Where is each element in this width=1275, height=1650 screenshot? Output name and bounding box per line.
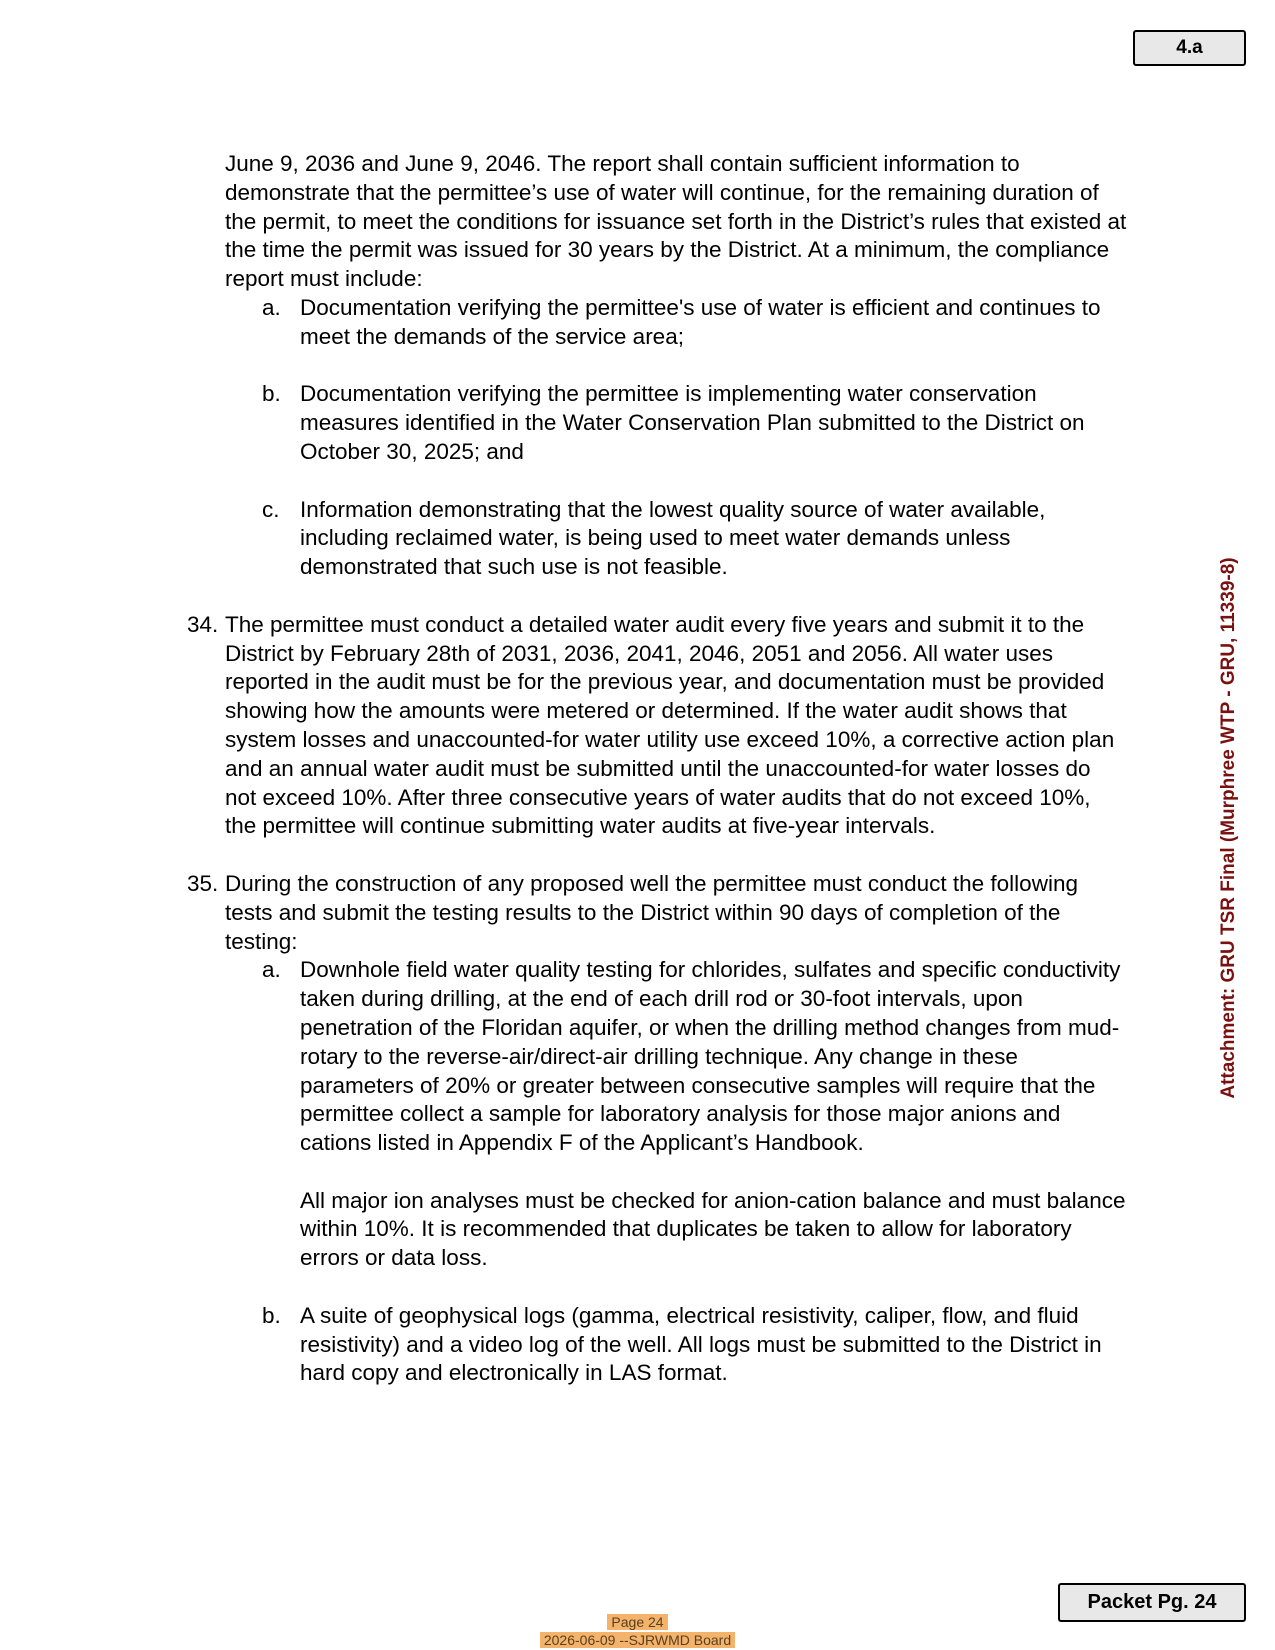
footer-board-date	[0, 1632, 1275, 1649]
list-item-text: A suite of geophysical logs (gamma, electrical resistivity, caliper, flow, and fluid resistivity) and a video log of the well. All logs must be submitted to the District in hard copy and electronically in LAS format.	[300, 1302, 1102, 1386]
list-marker: b.	[262, 381, 281, 407]
list-item-text: Downhole field water quality testing for chlorides, sulfates and specific conductivity taken during drilling, at the end of each drill rod or 30-foot intervals, upon penetration of the Floridan aquifer, or when the drilling method changes from mud-rotary to the reverse-air/direct-air drilling technique. Any change in these parameters of 20% or greater between consecutive samples will require that the permittee collect a sample for laboratory analysis for those major anions and cations listed in Appendix F of the Applicant’s Handbook.	[300, 957, 1121, 1156]
attachment-side-label: Attachment: GRU TSR Final (Murphree WTP - GRU, 11339-8)	[1218, 557, 1239, 1099]
footer-page-number	[0, 1614, 1275, 1631]
intro-paragraph: June 9, 2036 and June 9, 2046. The report shall contain sufficient information to demonstrate that the permittee’s use of water will continue, for the remaining duration of the permit, to meet the conditions for issuance set forth in the District’s rules that existed at the time the permit was issued for 30 years by the District. At a minimum, the compliance report must include:	[225, 151, 1127, 292]
list-item-text: Information demonstrating that the lowest quality source of water available, including reclaimed water, is being used to meet water demands unless demonstrated that such use is not feasible.	[300, 496, 1046, 580]
intro-item-b	[187, 380, 1127, 466]
list-marker: a.	[262, 957, 281, 983]
list-marker: a.	[262, 294, 281, 320]
list-marker: b.	[262, 1302, 281, 1328]
packet-page-label: Packet Pg. 24	[1087, 1591, 1217, 1613]
condition-number: 35.	[187, 870, 219, 896]
page-number-label: Page 24	[607, 1614, 667, 1630]
condition-35	[187, 870, 1127, 956]
item-tag-label: 4.a	[1176, 37, 1203, 58]
list-item-text: Documentation verifying the permittee is implementing water conservation measures identified in the Water Conservation Plan submitted to the District on October 30, 2025; and	[300, 381, 1085, 464]
condition-35-item-a-note: All major ion analyses must be checked for anion-cation balance and must balance within 10%. It is recommended that duplicates be taken to allow for laboratory errors or data loss.	[300, 1187, 1126, 1271]
board-date-label: 2026-06-09 --SJRWMD Board	[540, 1632, 735, 1648]
intro-item-c	[187, 496, 1127, 582]
condition-34	[187, 611, 1127, 841]
intro-item-a	[187, 294, 1127, 352]
condition-35-item-a	[187, 956, 1127, 1158]
condition-text: The permittee must conduct a detailed water audit every five years and submit it to the District by February 28th of 2031, 2036, 2041, 2046, 2051 and 2056. All water uses reported in the audit must be for the previous year, and documentation must be provided showing how the amounts were metered or determined. If the water audit shows that system losses and unaccounted-for water utility use exceed 10%, a corrective action plan and an annual water audit must be submitted until the unaccounted-for water losses do not exceed 10%. After three consecutive years of water audits that do not exceed 10%, the permittee will continue submitting water audits at five-year intervals.	[225, 611, 1115, 839]
condition-35-item-b	[187, 1302, 1127, 1388]
list-marker: c.	[262, 496, 280, 522]
condition-number: 34.	[187, 611, 219, 637]
list-item-text: Documentation verifying the permittee's use of water is efficient and continues to meet the demands of the service area;	[300, 294, 1101, 349]
document-body	[187, 150, 1127, 1388]
condition-text: During the construction of any proposed well the permittee must conduct the following tests and submit the testing results to the District within 90 days of completion of the testing:	[225, 870, 1078, 954]
item-tag-box	[1133, 30, 1246, 66]
